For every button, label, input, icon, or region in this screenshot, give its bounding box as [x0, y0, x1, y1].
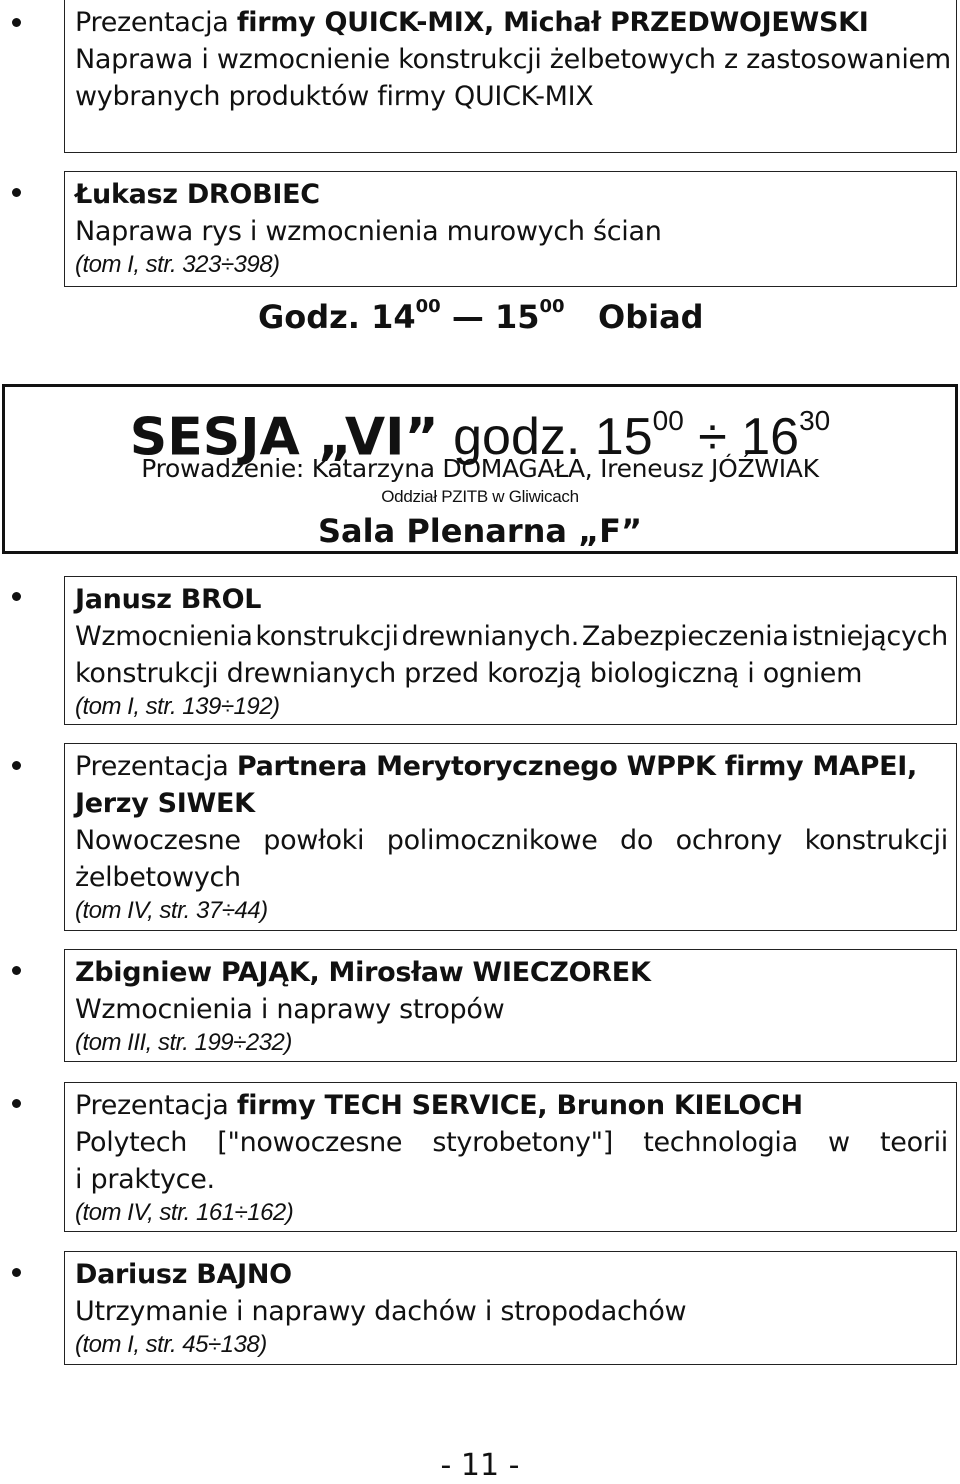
speaker-name: Janusz BROL [75, 584, 262, 615]
item-prefix: Prezentacja [75, 1090, 237, 1121]
lunch-time: Godz. $14^{00}$ — $15^{00}$ [258, 296, 565, 336]
talk-title-line: Wzmocnienia konstrukcji drewnianych. Zabezpieczenia istniejących [75, 621, 948, 652]
talk-title-line: i praktyce. [75, 1164, 215, 1195]
speaker-name: Zbigniew PAJĄK, Mirosław WIECZOREK [75, 957, 651, 988]
speaker-line [75, 4, 948, 41]
program-item-mapei [64, 743, 957, 931]
program-item-techservice [64, 1082, 957, 1232]
speaker-name: Partnera Merytorycznego WPPK firmy MAPEI, [236, 751, 917, 782]
session-room: Sala Plenarna „F” [317, 512, 643, 550]
item-prefix: Prezentacja [75, 7, 237, 38]
bullet-icon [12, 18, 21, 27]
talk-title-line: konstrukcji drewnianych przed korozją biologiczną i ogniem [75, 658, 863, 689]
volume-reference: (tom IV, str. 161÷162) [75, 1199, 294, 1226]
speaker-line [75, 785, 948, 822]
item-prefix: Prezentacja [75, 751, 237, 782]
program-item-brol [64, 576, 957, 725]
talk-title-line: Utrzymanie i naprawy dachów i stropodachów [75, 1296, 687, 1327]
program-item-quickmix [64, 0, 957, 153]
program-item-bajno [64, 1251, 957, 1365]
speaker-line [75, 748, 948, 785]
talk-title-line: wybranych produktów firmy QUICK-MIX [75, 81, 594, 112]
talk-title-line: żelbetowych [75, 862, 241, 893]
volume-reference: (tom I, str. 45÷138) [75, 1331, 267, 1358]
talk-title-line: Polytech ["nowoczesne styrobetony"] technologia w teorii [75, 1127, 948, 1158]
volume-reference: (tom III, str. 199÷232) [75, 1029, 292, 1056]
bullet-icon [12, 1099, 21, 1108]
bullet-icon [12, 761, 21, 770]
speaker-line [75, 1256, 948, 1293]
speaker-line [75, 176, 948, 213]
speaker-name: Dariusz BAJNO [75, 1259, 292, 1290]
session-chairs: Prowadzenie: Katarzyna DOMAGAŁA, Ireneusz JÓŹWIAK [141, 454, 819, 483]
volume-reference: (tom I, str. 139÷192) [75, 693, 280, 720]
bullet-icon [12, 966, 21, 975]
bullet-icon [12, 188, 21, 197]
session-title: SESJA „VI” godz. $15^{00} \div 16^{30}$ [129, 405, 831, 468]
bullet-icon [12, 1268, 21, 1277]
speaker-name: Łukasz DROBIEC [75, 179, 320, 210]
volume-reference: (tom IV, str. 37÷44) [75, 897, 268, 924]
talk-title-line: Naprawa i wzmocnienie konstrukcji żelbetowych z zastosowaniem [75, 44, 951, 75]
volume-reference: (tom I, str. 323÷398) [75, 251, 280, 278]
talk-title-line: Naprawa rys i wzmocnienia murowych ścian [75, 216, 662, 247]
speaker-line [75, 954, 948, 991]
lunch-break-line [0, 298, 960, 348]
bullet-icon [12, 592, 21, 601]
session-header [2, 384, 958, 554]
session-branch: Oddział PZITB w Gliwicach [381, 487, 579, 506]
program-item-drobiec [64, 171, 957, 287]
speaker-name: Jerzy SIWEK [75, 788, 255, 819]
speaker-line [75, 581, 948, 618]
speaker-name: firmy TECH SERVICE, Brunon KIELOCH [236, 1090, 803, 1121]
talk-title-line: Nowoczesne powłoki polimocznikowe do ochrony konstrukcji [75, 825, 948, 856]
program-item-pajak [64, 949, 957, 1062]
speaker-line [75, 1087, 948, 1124]
page-number: - 11 - [440, 1448, 520, 1483]
lunch-label: Obiad [598, 298, 704, 336]
speaker-name: firmy QUICK-MIX, Michał PRZEDWOJEWSKI [236, 7, 869, 38]
talk-title-line: Wzmocnienia i naprawy stropów [75, 994, 505, 1025]
